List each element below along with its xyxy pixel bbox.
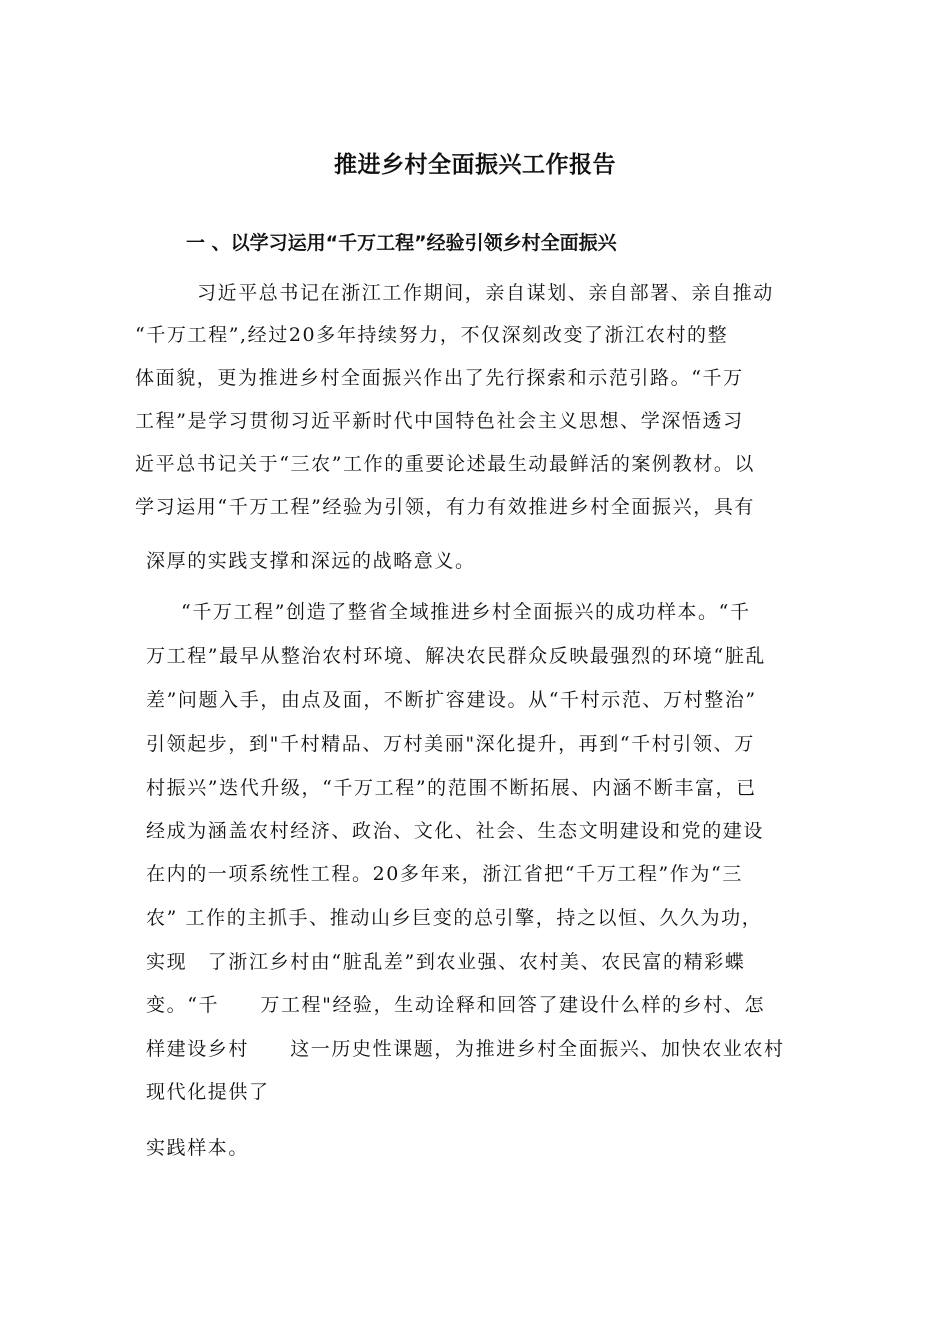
- paragraph-line: 工程”是学习贯彻习近平新时代中国特色社会主义思想、学深悟透习: [135, 410, 744, 432]
- paragraph-line: 村振兴”迭代升级，“千万工程”的范围不断拓展、内涵不断丰富，已: [146, 777, 757, 799]
- paragraph-line: 习近平总书记在浙江工作期间，亲自谋划、亲自部署、亲自推动: [197, 282, 774, 304]
- paragraph-line: 变。“千 万工程"经验，生动诠释和回答了建设什么样的乡村、怎: [146, 994, 766, 1016]
- paragraph-line: 万工程”最早从整治农村环境、解决农民群众反映最强烈的环境“脏乱: [146, 645, 767, 667]
- section-heading: 一 、以学习运用“千万工程”经验引领乡村全面振兴: [186, 232, 617, 254]
- paragraph-line: “千万工程”,经过20多年持续努力，不仅深刻改变了浙江农村的整: [135, 324, 729, 346]
- paragraph-line: 体面貌，更为推进乡村全面振兴作出了先行探索和示范引路。“千万: [135, 367, 744, 389]
- paragraph-line: 农” 工作的主抓手、推动山乡巨变的总引擎，持之以恒、久久为功，: [146, 907, 763, 929]
- paragraph-line: “千万工程”创造了整省全域推进乡村全面振兴的成功样本。“千: [181, 601, 751, 623]
- paragraph-line: 引领起步，到"千村精品、万村美丽"深化提升，再到“千村引领、万: [146, 733, 755, 755]
- paragraph-line: 实现 了浙江乡村由“脏乱差”到农业强、农村美、农民富的精彩蝶: [146, 951, 746, 973]
- paragraph-line: 实践样本。: [146, 1137, 250, 1159]
- paragraph-line: 差”问题入手，由点及面，不断扩容建设。从“千村示范、万村整治”: [146, 689, 757, 711]
- paragraph-line: 现代化提供了: [146, 1081, 270, 1103]
- paragraph-line: 学习运用“千万工程”经验为引领，有力有效推进乡村全面振兴，具有: [135, 496, 756, 518]
- paragraph-line: 近平总书记关于“三农”工作的重要论述最生动最鲜活的案例教材。以: [135, 453, 756, 475]
- paragraph-line: 经成为涵盖农村经济、政治、文化、社会、生态文明建设和党的建设: [146, 820, 765, 842]
- paragraph-line: 样建设乡村 这一历史性课题，为推进乡村全面振兴、加快农业农村: [146, 1038, 785, 1060]
- paragraph-line: 深厚的实践支撑和深远的战略意义。: [146, 550, 476, 572]
- paragraph-line: 在内的一项系统性工程。20多年来，浙江省把“千万工程”作为“三: [146, 863, 743, 885]
- document-title: 推进乡村全面振兴工作报告: [334, 152, 616, 178]
